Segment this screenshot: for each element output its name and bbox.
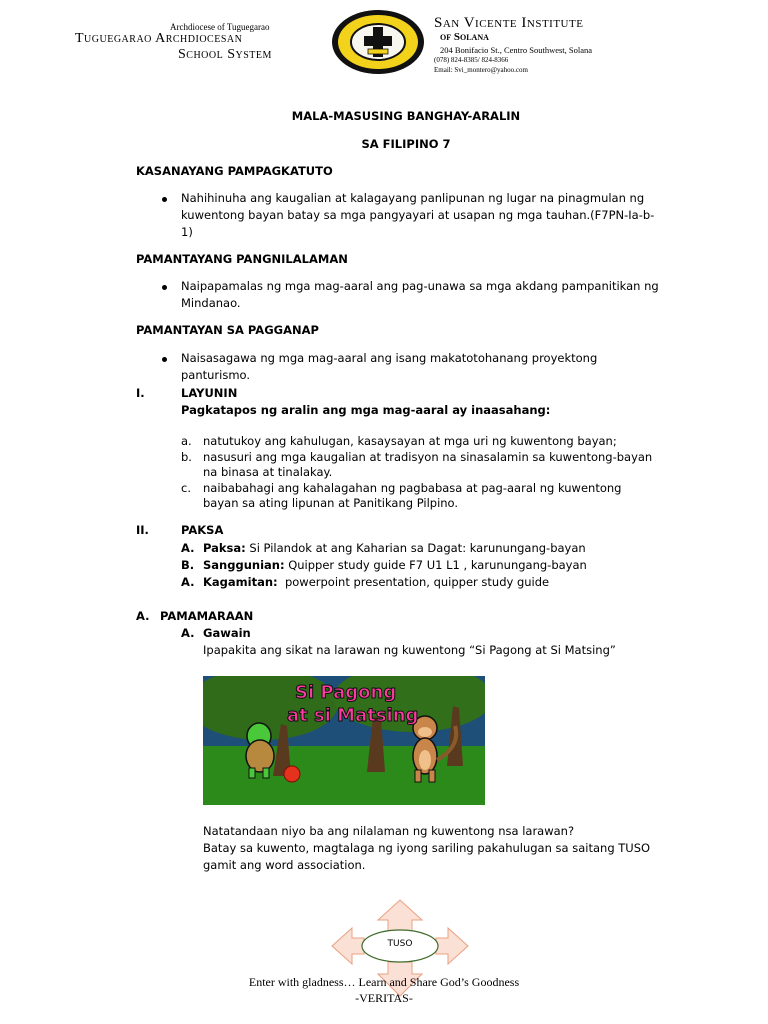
illustration-title-1: Si Pagong <box>295 682 397 703</box>
diagram-center-label: TUSO <box>387 939 413 949</box>
paksa-letter: A. <box>181 541 195 555</box>
bullet <box>162 285 167 290</box>
layunin-number: I. <box>136 386 145 400</box>
layunin-item-line: bayan sa ating lipunan at Panitikang Pilpino. <box>203 496 459 510</box>
archdiocese-label: Archdiocese of Tuguegarao <box>170 22 270 32</box>
layunin-item-line: natutukoy ang kahulugan, kasaysayan at mga uri ng kuwentong bayan; <box>203 434 617 448</box>
paksa-heading: PAKSA <box>181 523 224 537</box>
school-phone: (078) 824-8385/ 824-8366 <box>434 56 509 64</box>
layunin-letter: c. <box>181 481 191 495</box>
kasanayan-heading: KASANAYANG PAMPAGKATUTO <box>136 164 333 178</box>
system-name-line2: School System <box>178 47 272 62</box>
pagganap-line: Naisasagawa ng mga mag-aaral ang isang makatotohanang proyektong <box>181 351 598 365</box>
question-line: gamit ang word association. <box>203 858 366 872</box>
document-subtitle: SA FILIPINO 7 <box>361 137 451 151</box>
gawain-letter: A. <box>181 626 195 640</box>
school-seal-logo <box>330 9 426 75</box>
document-title: MALA-MASUSING BANGHAY-ARALIN <box>291 109 521 123</box>
paksa-letter: A. <box>181 575 195 589</box>
paksa-item-text: powerpoint presentation, quipper study guide <box>277 575 550 589</box>
pagganap-line: panturismo. <box>181 368 251 382</box>
footer-motto: Enter with gladness… Learn and Share God’s Goodness <box>248 975 520 989</box>
kasanayan-line: Nahihinuha ang kaugalian at kalagayang panlipunan ng lugar na pinagmulan ng <box>181 191 645 205</box>
layunin-item-line: naibabahagi ang kahalagahan ng pagbabasa at pag-aaral ng kuwentong <box>203 481 622 495</box>
layunin-item-line: na binasa at tinalakay. <box>203 465 333 479</box>
layunin-letter: b. <box>181 450 192 464</box>
school-name: San Vicente Institute <box>434 15 584 31</box>
paksa-item <box>203 574 549 591</box>
question-line: Natatandaan niyo ba ang nilalaman ng kuwentong nsa larawan? <box>203 824 575 838</box>
paksa-item-text: Si Pilandok at ang Kaharian sa Dagat: karunungang-bayan <box>245 541 586 555</box>
pamamaraan-number: A. <box>136 609 150 623</box>
paksa-item-label: Paksa: <box>203 541 246 555</box>
gawain-text: Ipapakita ang sikat na larawan ng kuwentong “Si Pagong at Si Matsing” <box>203 643 616 657</box>
pangnilalaman-line: Naipapamalas ng mga mag-aaral ang pag-unawa sa mga akdang pampanitikan ng <box>181 279 659 293</box>
layunin-item-line: nasusuri ang mga kaugalian at tradisyon na sinasalamin sa kuwentong-bayan <box>203 450 653 464</box>
kasanayan-line: kuwentong bayan batay sa mga pangyayari at usapan ng mga tauhan.(F7PN-Ia-b- <box>181 208 655 222</box>
bullet <box>162 357 167 362</box>
gawain-heading: Gawain <box>203 626 251 640</box>
paksa-item <box>203 540 586 557</box>
paksa-item-label: Sanggunian: <box>203 558 285 572</box>
pangnilalaman-line: Mindanao. <box>181 296 241 310</box>
footer-veritas: -VERITAS- <box>355 991 413 1005</box>
school-address: 204 Bonifacio St., Centro Southwest, Solana <box>440 45 593 55</box>
paksa-letter: B. <box>181 558 195 572</box>
school-sub: of Solana <box>440 31 489 43</box>
illustration-title-2: at si Matsing <box>287 705 419 726</box>
paksa-number: II. <box>136 523 149 537</box>
bullet <box>162 197 167 202</box>
paksa-item-label: Kagamitan: <box>203 575 278 589</box>
pagganap-heading: PAMANTAYAN SA PAGGANAP <box>136 323 319 337</box>
kasanayan-line: 1) <box>181 225 193 239</box>
paksa-item <box>203 557 587 574</box>
question-line: Batay sa kuwento, magtalaga ng iyong sariling pakahulugan sa saitang TUSO <box>203 841 651 855</box>
story-illustration <box>203 676 485 805</box>
layunin-letter: a. <box>181 434 192 448</box>
school-email: Email: Svi_montero@yahoo.com <box>434 66 528 74</box>
layunin-intro: Pagkatapos ng aralin ang mga mag-aaral ay inaasahang: <box>181 403 551 417</box>
pangnilalaman-heading: PAMANTAYANG PANGNILALAMAN <box>136 252 348 266</box>
paksa-item-text: Quipper study guide F7 U1 L1 , karunungang-bayan <box>284 558 587 572</box>
layunin-heading: LAYUNIN <box>181 386 238 400</box>
system-name-line1: Tuguegarao Archdiocesan <box>75 31 243 46</box>
pamamaraan-heading: PAMAMARAAN <box>160 609 254 623</box>
